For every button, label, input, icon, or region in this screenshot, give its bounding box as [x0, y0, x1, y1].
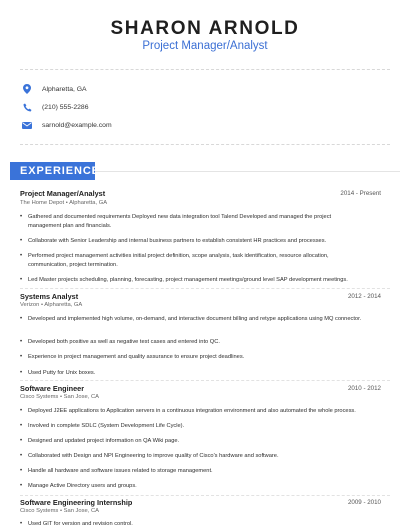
job-location: San Jose, CA	[63, 508, 100, 514]
job-company-line: The Home Depot • Alpharetta, GA	[20, 200, 108, 206]
phone-icon	[22, 102, 32, 112]
job-dates: 2009 - 2010	[347, 499, 381, 506]
list-item: • Used GIT for version and revision control.	[20, 521, 133, 527]
location-text: Alpharetta, GA	[42, 85, 87, 93]
job-company: The Home Depot	[20, 200, 65, 206]
list-item: • Experience in project management and quality assurance to ensure project deadlines.	[20, 354, 245, 360]
job-company: Cisco Systems	[20, 394, 59, 400]
list-item: • Performed project management activities initial project definition, scope analysis, task identification, resource allocation, communication, project termination.	[20, 253, 329, 268]
contact-location	[22, 82, 87, 96]
candidate-name: SHARON ARNOLD	[110, 18, 300, 39]
list-item: • Manage Active Directory users and groups.	[20, 483, 137, 489]
list-item: • Used Putty for Unix boxes.	[20, 370, 96, 376]
candidate-title: Project Manager/Analyst	[142, 40, 268, 52]
list-item: • Led Master projects scheduling, planning, forecasting, project management meetings/ground level SAP development meetings.	[20, 277, 348, 283]
contact-divider	[20, 144, 390, 145]
list-item: • Collaborated with Design and NPI Engineering to improve quality of Cisco's hardware and software.	[20, 453, 279, 459]
list-item: • Handle all hardware and software issues related to storage management.	[20, 468, 213, 474]
section-rule	[95, 171, 400, 172]
job-dates: 2014 - Present	[340, 190, 381, 197]
job-company-line: Cisco Systems • San Jose, CA	[20, 394, 100, 400]
job-location: Alpharetta, GA	[44, 302, 83, 308]
job-company-line: Cisco Systems • San Jose, CA	[20, 508, 100, 514]
job-dates: 2012 - 2014	[347, 293, 381, 300]
job-company: Cisco Systems	[20, 508, 59, 514]
job-title: Software Engineering Internship	[20, 498, 133, 507]
section-heading-experience: EXPERIENCE	[10, 162, 95, 180]
job-divider	[20, 380, 390, 381]
list-item: • Developed and implemented high volume, on-demand, and interactive document billing and retype applications using MQ connector.	[20, 316, 362, 322]
phone-text: (210) 555-2286	[42, 103, 89, 111]
job-company: Verizon	[20, 302, 40, 308]
list-item: • Designed and updated project information on QA Wiki page.	[20, 438, 180, 444]
contact-email[interactable]	[22, 118, 112, 132]
header-divider	[20, 69, 390, 70]
email-icon	[22, 120, 32, 130]
list-item: • Involved in complete SDLC (System Development Life Cycle).	[20, 423, 185, 429]
location-pin-icon	[22, 84, 32, 94]
email-text[interactable]: sarnold@example.com	[42, 121, 112, 129]
list-item: • Developed both positive as well as negative test cases and entered into QC.	[20, 339, 220, 345]
job-title: Project Manager/Analyst	[20, 189, 106, 198]
job-divider	[20, 288, 390, 289]
contact-phone	[22, 100, 88, 114]
job-title: Systems Analyst	[20, 292, 79, 301]
list-item: • Collaborate with Senior Leadership and internal business partners to establish consistent HR practices and processes.	[20, 238, 327, 244]
job-dates: 2010 - 2012	[347, 385, 381, 392]
job-location: Alpharetta, GA	[69, 200, 108, 206]
job-company-line: Verizon • Alpharetta, GA	[20, 302, 83, 308]
job-location: San Jose, CA	[63, 394, 100, 400]
job-title: Software Engineer	[20, 384, 85, 393]
list-item: • Deployed J2EE applications to Application servers in a continuous integration environment and also automated the whole process.	[20, 408, 356, 414]
job-divider	[20, 495, 390, 496]
list-item: • Gathered and documented requirements Deployed new data integration tool Talend Developed and managed the project management plan and financials.	[20, 214, 332, 229]
